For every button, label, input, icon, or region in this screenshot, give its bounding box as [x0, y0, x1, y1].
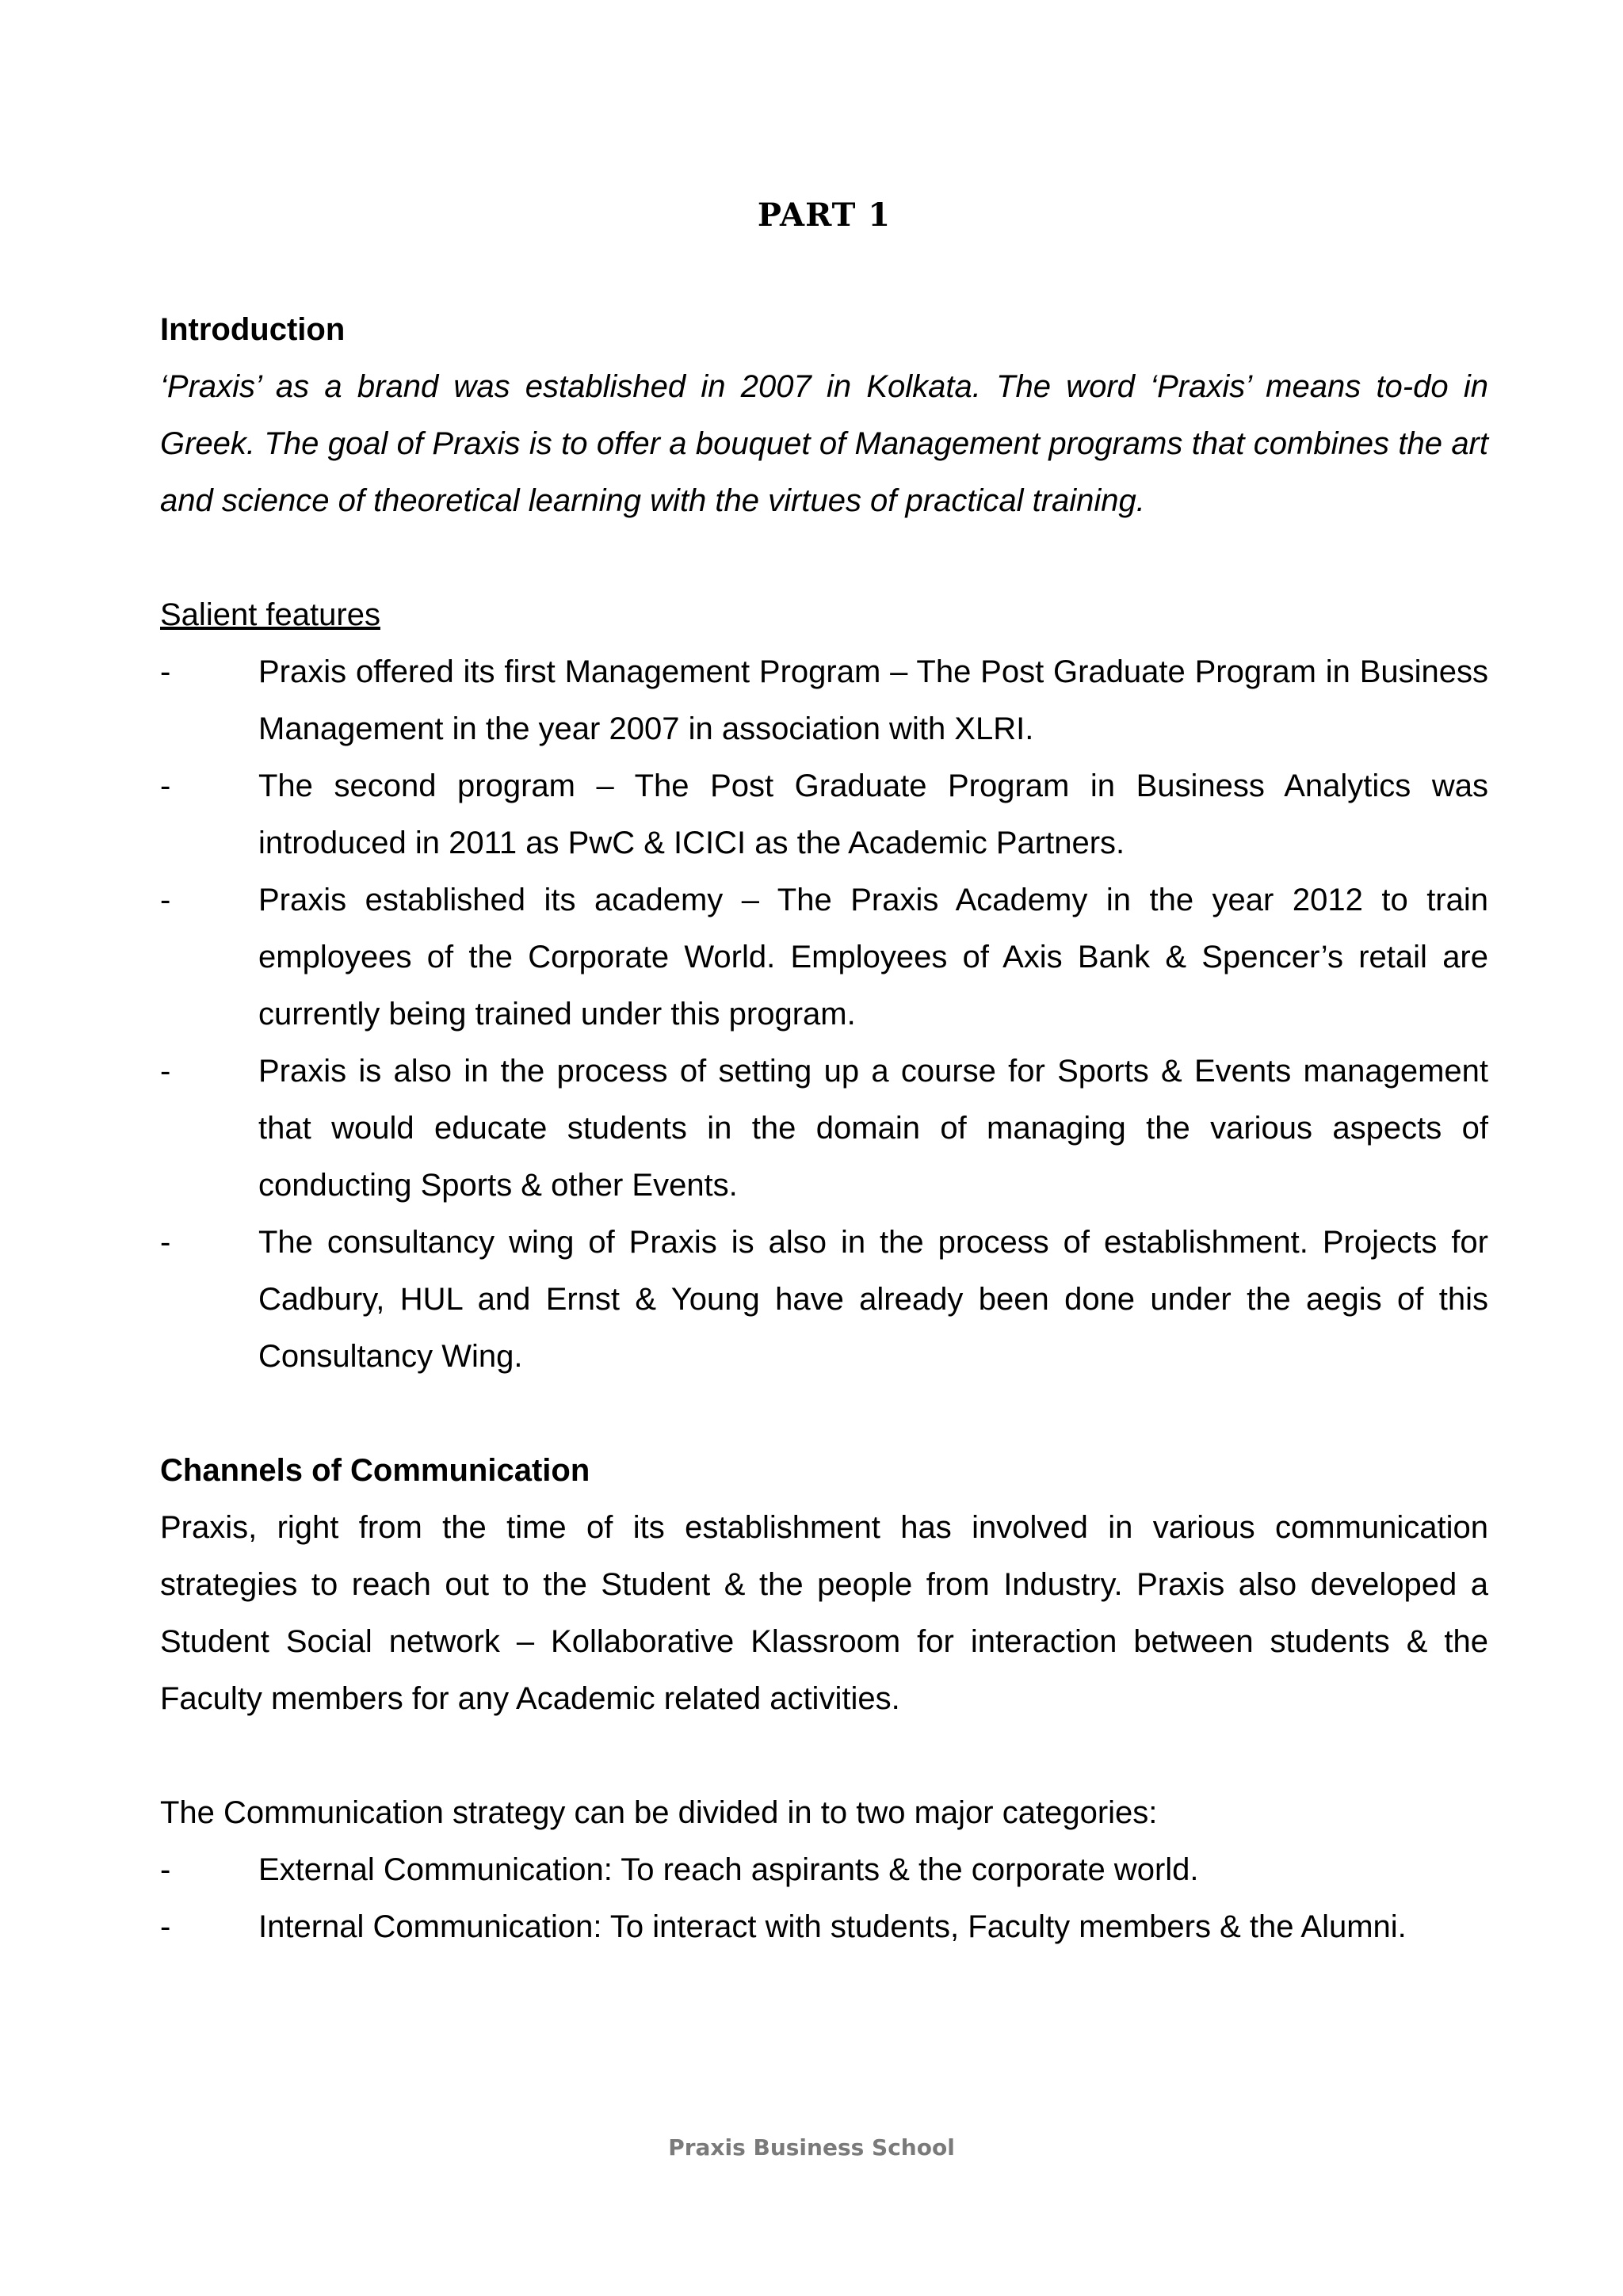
list-item [160, 871, 1488, 1043]
list-item-text: Praxis offered its first Management Program – The Post Graduate Program in Business Management in the year 2007 in association with XLRI. [258, 654, 1488, 746]
salient-features-heading: Salient features [160, 597, 380, 632]
list-item-text: The consultancy wing of Praxis is also in the process of establishment. Projects for Cadbury, HUL and Ernst & Young have already been done under the aegis of this Consultancy Wing. [258, 1225, 1488, 1374]
channels-heading: Channels of Communication [160, 1453, 590, 1488]
page-content [160, 187, 1488, 1955]
list-item [160, 1214, 1488, 1385]
list-item-text: Praxis is also in the process of setting up a course for Sports & Events management that would educate students in the domain of managing the various aspects of conducting Sports & other Events. [258, 1054, 1488, 1203]
strategy-intro: The Communication strategy can be divided in to two major categories: [160, 1795, 1158, 1830]
bullet-dash: - [160, 654, 171, 689]
list-item-text: External Communication: To reach aspirants & the corporate world. [258, 1852, 1199, 1887]
list-item [160, 1898, 1488, 1955]
spacer [160, 1385, 1488, 1442]
list-item-text: The second program – The Post Graduate Program in Business Analytics was introduced in 2011 as PwC & ICICI as the Academic Partners. [258, 769, 1488, 860]
list-item [160, 1841, 1488, 1898]
channels-text: Praxis, right from the time of its establishment has involved in various communication strategies to reach out to the Student & the people from Industry. Praxis also developed a Student Social network – Kollaborative Klassroom for interaction between students & the Faculty members for any Academic related activities. [160, 1510, 1488, 1716]
bullet-dash: - [160, 883, 171, 917]
bullet-dash: - [160, 1909, 171, 1944]
communication-categories-list [160, 1841, 1488, 1955]
salient-features-list [160, 643, 1488, 1385]
list-item-text: Internal Communication: To interact with students, Faculty members & the Alumni. [258, 1909, 1407, 1944]
bullet-dash: - [160, 769, 171, 803]
bullet-dash: - [160, 1852, 171, 1887]
list-item [160, 1043, 1488, 1214]
bullet-dash: - [160, 1225, 171, 1260]
introduction-text: ‘Praxis’ as a brand was established in 2007 in Kolkata. The word ‘Praxis’ means to-do in Greek. The goal of Praxis is to offer a bouquet of Management programs that combines the art and science of theoretical learning with the virtues of practical training. [160, 369, 1488, 518]
introduction-heading: Introduction [160, 312, 346, 347]
spacer [160, 529, 1488, 586]
bullet-dash: - [160, 1054, 171, 1089]
list-item [160, 757, 1488, 871]
page-footer: Praxis Business School [668, 2134, 955, 2161]
list-item [160, 643, 1488, 757]
spacer [160, 1727, 1488, 1784]
part-title: PART 1 [757, 196, 892, 234]
list-item-text: Praxis established its academy – The Praxis Academy in the year 2012 to train employees of the Corporate World. Employees of Axis Bank & Spencer’s retail are currently being trained under this program. [258, 883, 1488, 1032]
